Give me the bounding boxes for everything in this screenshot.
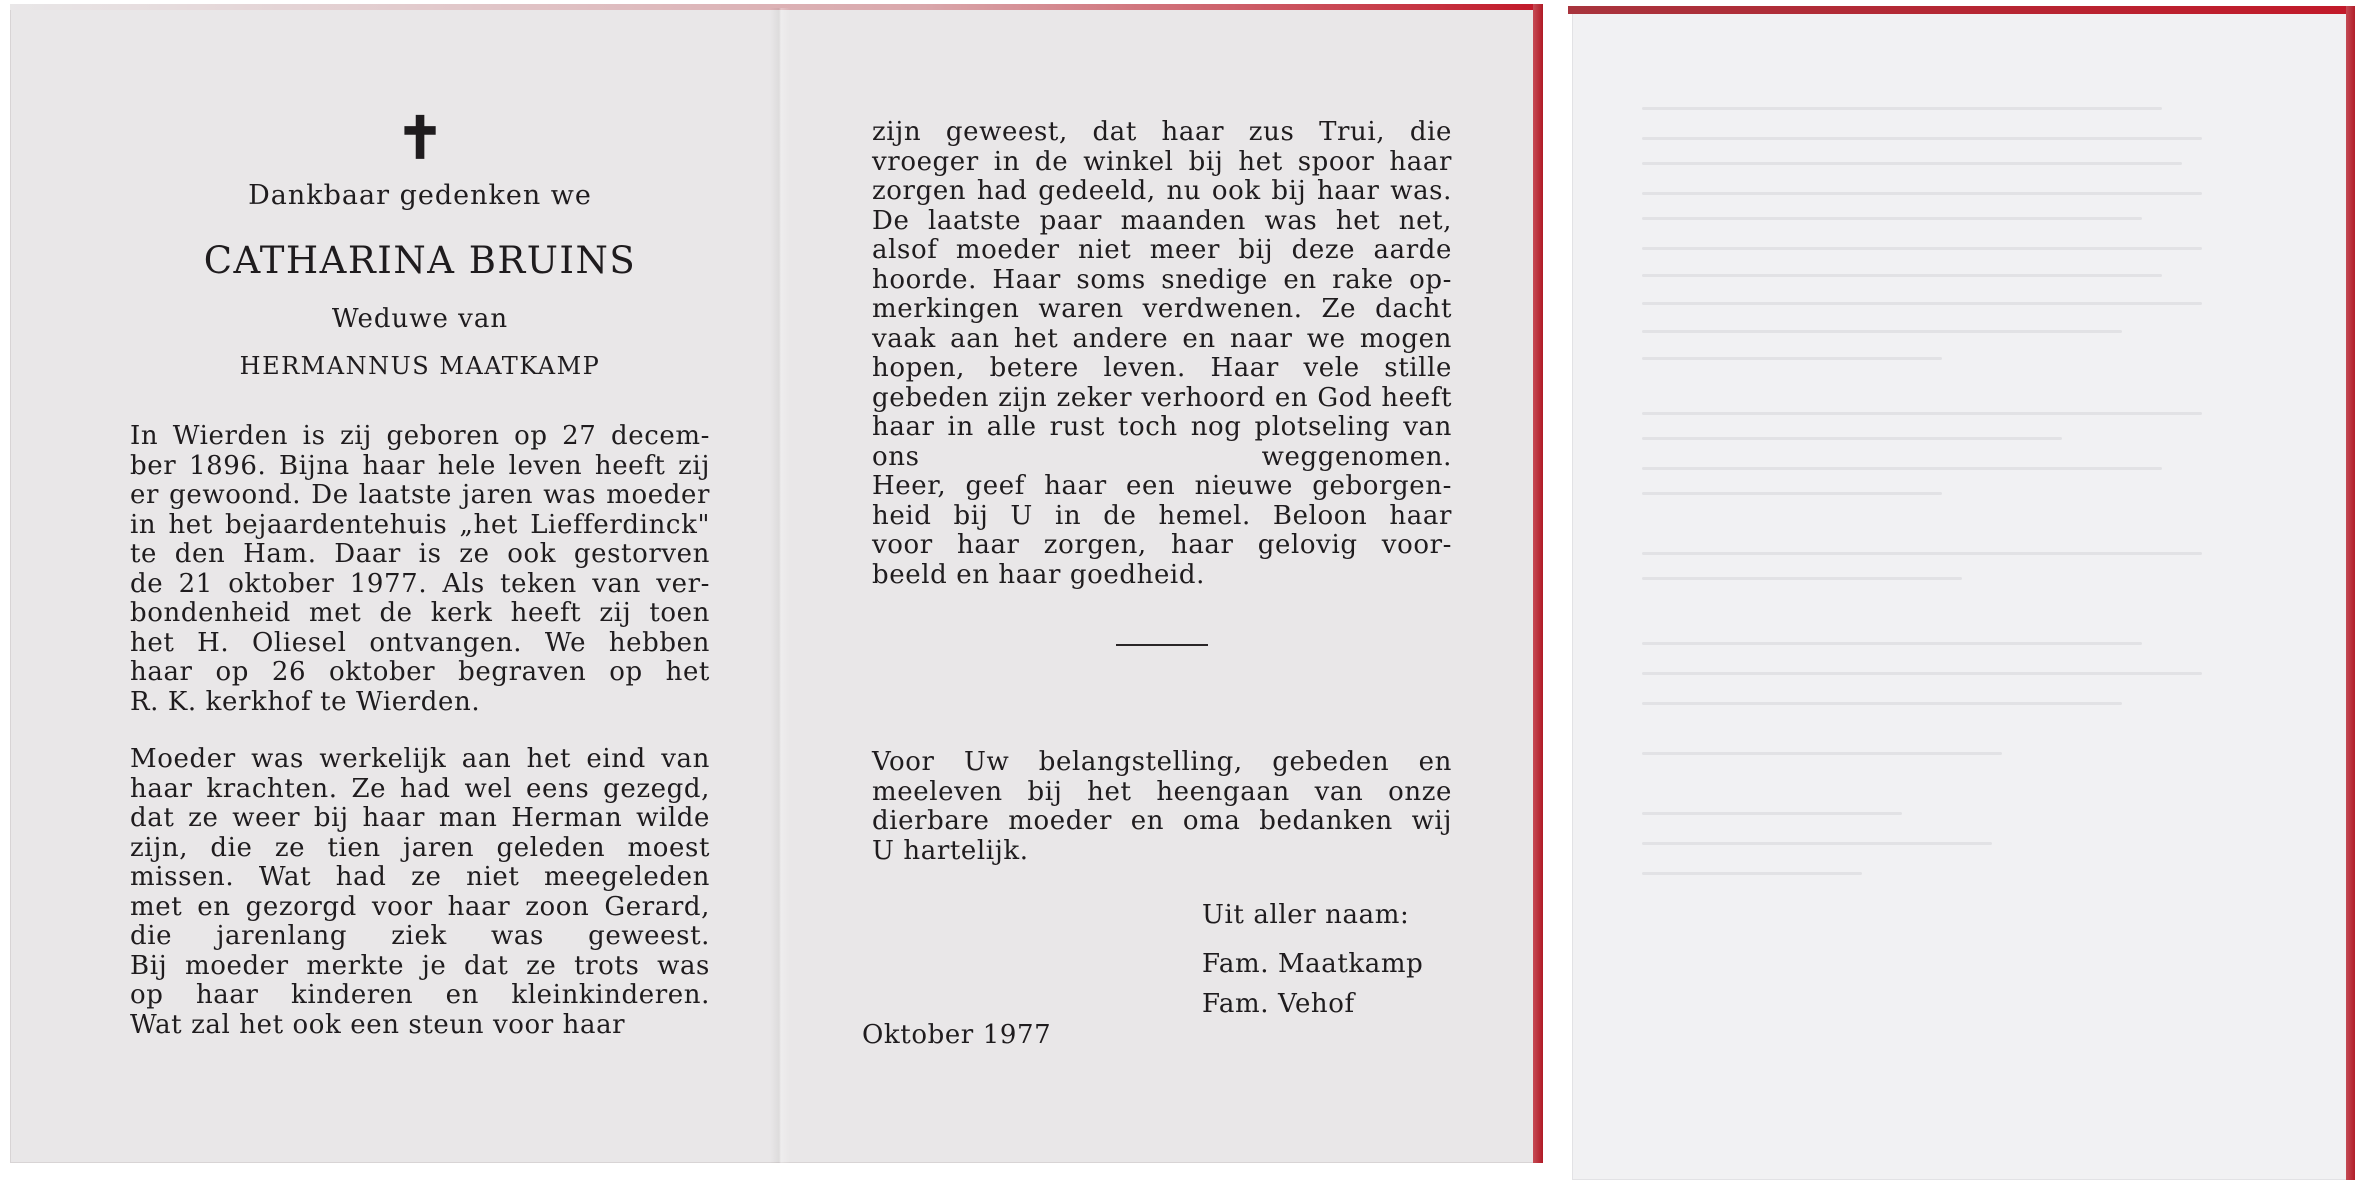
text-line: Heer, geef haar een nieuwe geborgen-	[872, 471, 1452, 501]
text-line: missen. Wat had ze niet meegeleden	[130, 862, 710, 892]
show-through-line	[1642, 842, 1992, 845]
text-line: zijn geweest, dat haar zus Trui, die	[872, 117, 1452, 147]
text-line: haar krachten. Ze had wel eens gezegd,	[130, 773, 710, 804]
show-through-line	[1642, 330, 2122, 333]
paragraph	[130, 422, 710, 717]
text-line: gebeden zijn zeker verhoord en God heeft	[872, 382, 1452, 413]
text-line: ber 1896. Bijna haar hele leven heeft zij	[130, 450, 710, 481]
paragraph	[130, 745, 710, 1040]
text-line: U hartelijk.	[872, 835, 1029, 866]
text-line: Bij moeder merkte je dat ze trots was	[130, 950, 710, 981]
signoff-label: Uit aller naam:	[1202, 900, 1410, 930]
left-page	[130, 104, 710, 1068]
text-line: zijn, die ze tien jaren geleden moest	[130, 832, 710, 863]
right-page	[872, 118, 1452, 1024]
signoff-names	[1202, 944, 1452, 1024]
show-through-line	[1642, 412, 2202, 415]
show-through-line	[1642, 672, 2202, 675]
text-line: meeleven bij het heengaan van onze	[872, 776, 1452, 807]
show-through-line	[1642, 357, 1942, 360]
intro-line: Dankbaar gedenken we	[248, 180, 592, 211]
signoff-block	[872, 894, 1452, 1024]
cross-icon: ✝	[395, 104, 445, 172]
text-line: met en gezorgd voor haar zoon Gerard,	[130, 891, 710, 922]
back-top-red-edge	[1568, 6, 2351, 14]
text-line: op haar kinderen en kleinkinderen.	[130, 980, 710, 1010]
text-line: vaak aan het andere en naar we mogen	[872, 323, 1452, 354]
show-through-line	[1642, 137, 2202, 140]
show-through-line	[1642, 274, 2162, 277]
family-name-1: Fam. Maatkamp	[1202, 949, 1424, 979]
show-through-line	[1642, 872, 1862, 875]
show-through-line	[1642, 642, 2142, 645]
text-line: dat ze weer bij haar man Herman wilde	[130, 803, 710, 833]
show-through-line	[1642, 217, 2142, 220]
show-through-line	[1642, 812, 1902, 815]
paragraph	[872, 748, 1452, 866]
divider-line	[1116, 644, 1208, 646]
text-line: er gewoond. De laatste jaren was moeder	[130, 480, 710, 510]
text-line: alsof moeder niet meer bij deze aarde	[872, 235, 1452, 265]
widow-of-line: Weduwe van	[331, 304, 509, 334]
left-text-body	[130, 422, 710, 1040]
card-side-red-edge	[1533, 4, 1543, 1163]
show-through-line	[1642, 437, 2062, 440]
text-line: hoorde. Haar soms snedige en rake op-	[872, 264, 1452, 295]
husband-name: HERMANNUS MAATKAMP	[239, 352, 601, 380]
show-through-line	[1642, 577, 1962, 580]
text-line: Voor Uw belangstelling, gebeden en	[872, 747, 1452, 777]
text-line: merkingen waren verdwenen. Ze dacht	[872, 294, 1452, 324]
text-line: dierbare moeder en oma bedanken wij	[872, 806, 1452, 836]
date-line: Oktober 1977	[862, 1020, 1052, 1050]
text-line: voor haar zorgen, haar gelovig voor-	[872, 530, 1452, 560]
show-through-line	[1642, 162, 2182, 165]
text-line: zorgen had gedeeld, nu ook bij haar was.	[872, 176, 1452, 206]
text-line: In Wierden is zij geboren op 27 decem-	[130, 421, 710, 451]
text-line: haar in alle rust toch nog plotseling van	[872, 412, 1452, 442]
text-line: het H. Oliesel ontvangen. We hebben	[130, 627, 710, 658]
right-text-body	[872, 118, 1452, 590]
back-side-red-edge	[2346, 6, 2355, 1180]
show-through-line	[1642, 492, 1942, 495]
family-name-2: Fam. Vehof	[1202, 989, 1355, 1019]
show-through-line	[1642, 467, 2162, 470]
show-through-line	[1642, 552, 2202, 555]
show-through-line	[1642, 247, 2202, 250]
paragraph	[872, 118, 1452, 590]
text-line: R. K. kerkhof te Wierden.	[130, 686, 481, 717]
show-through-line	[1642, 702, 2122, 705]
text-line: haar op 26 oktober begraven op het	[130, 657, 710, 687]
text-line: ons weggenomen.	[872, 441, 1452, 472]
thanks-paragraph	[872, 748, 1452, 866]
text-line: de 21 oktober 1977. Als teken van ver-	[130, 568, 710, 599]
text-line: Wat zal het ook een steun voor haar	[130, 1009, 626, 1040]
show-through-line	[1642, 107, 2162, 110]
text-line: De laatste paar maanden was het net,	[872, 205, 1452, 236]
text-line: bondenheid met de kerk heeft zij toen	[130, 598, 710, 628]
text-line: te den Ham. Daar is ze ook gestorven	[130, 539, 710, 569]
text-line: hopen, betere leven. Haar vele stille	[872, 353, 1452, 383]
text-line: die jarenlang ziek was geweest.	[130, 921, 710, 951]
memorial-card-back	[1572, 12, 2347, 1180]
text-line: in het bejaardentehuis „het Liefferdinck"	[130, 509, 710, 540]
show-through-line	[1642, 752, 2002, 755]
memorial-card-inside	[10, 8, 1535, 1163]
show-through-line	[1642, 302, 2202, 305]
card-fold	[770, 8, 790, 1163]
text-line: heid bij U in de hemel. Beloon haar	[872, 500, 1452, 531]
show-through-line	[1642, 192, 2202, 195]
deceased-name: CATHARINA BRUINS	[203, 239, 637, 282]
text-line: vroeger in de winkel bij het spoor haar	[872, 146, 1452, 177]
text-line: Moeder was werkelijk aan het eind van	[130, 744, 710, 774]
text-line: beeld en haar goedheid.	[872, 559, 1205, 590]
